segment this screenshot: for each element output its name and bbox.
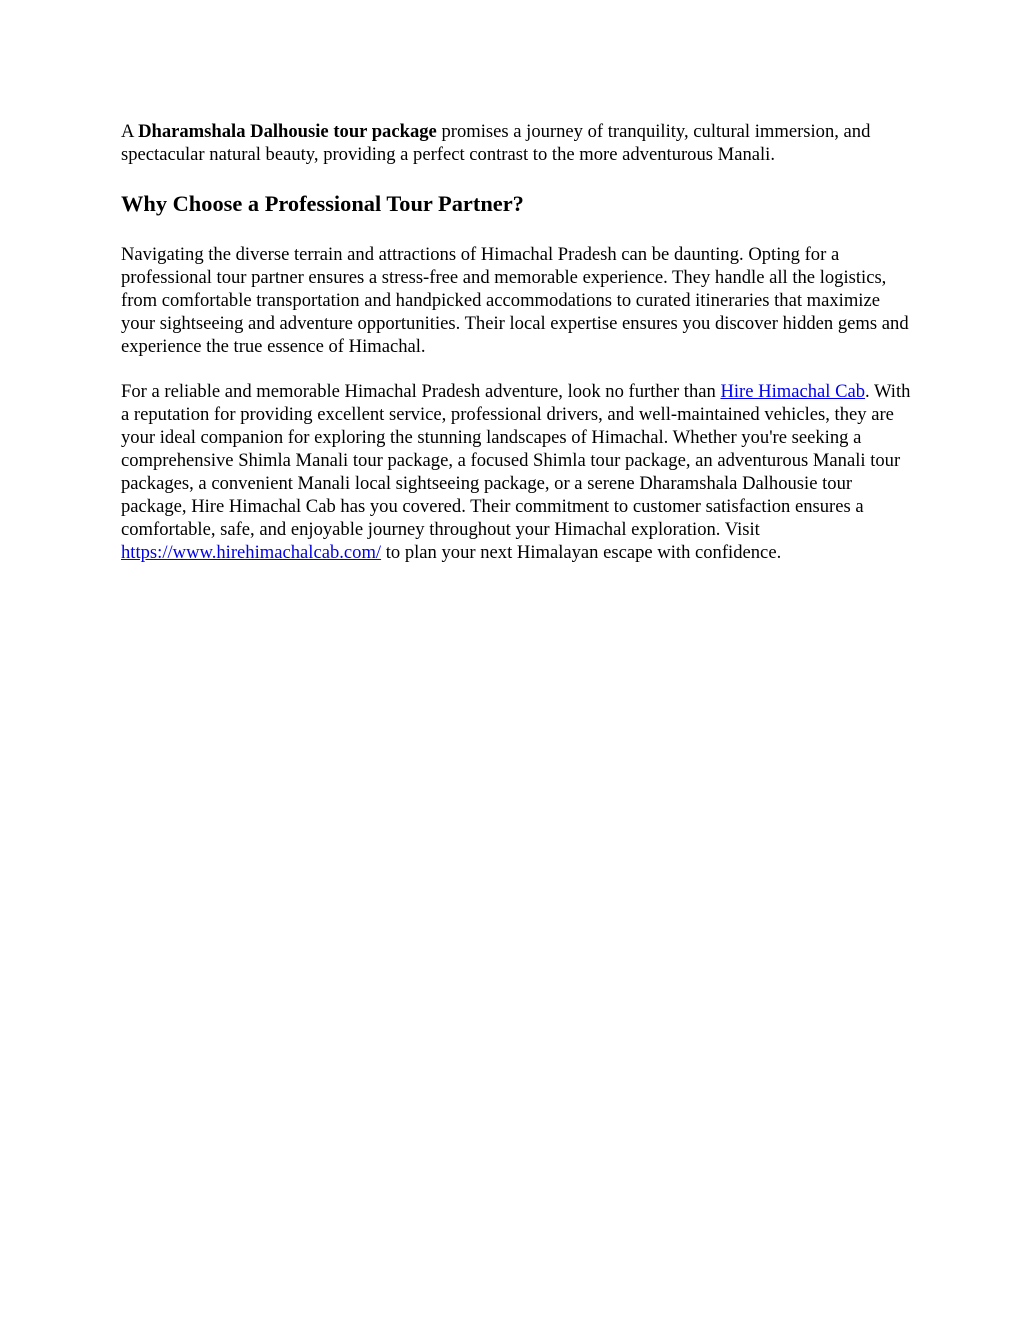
paragraph-2-text-end: to plan your next Himalayan escape with confidence. — [381, 542, 782, 563]
document-page — [121, 120, 911, 564]
intro-paragraph — [121, 120, 911, 166]
website-url-link[interactable]: https://www.hirehimachalcab.com/ — [121, 542, 382, 563]
intro-prefix: A — [121, 121, 139, 142]
hire-himachal-cab-link[interactable]: Hire Himachal Cab — [720, 381, 866, 402]
intro-rest: promises a journey of tranquility, cultural immersion, and spectacular natural beauty, providing a perfect contrast to the more adventurous Manali. — [121, 121, 871, 165]
intro-bold-phrase: Dharamshala Dalhousie tour package — [138, 121, 437, 142]
paragraph-2-text-middle: . With a reputation for providing excellent service, professional drivers, and well-maintained vehicles, they are your ideal companion for exploring the stunning landscapes of Himachal. Whether you're seeking a comprehensive Shimla Manali tour package, a focused Shimla tour package, an adventurous Manali tour packages, a convenient Manali local sightseeing package, or a serene Dharamshala Dalhousie tour package, Hire Himachal Cab has you covered. Their commitment to customer satisfaction ensures a comfortable, safe, and enjoyable journey throughout your Himachal exploration. Visit — [121, 381, 911, 540]
section-paragraph-2 — [121, 380, 911, 564]
section-heading: Why Choose a Professional Tour Partner? — [121, 191, 524, 216]
paragraph-2-text-before-link: For a reliable and memorable Himachal Pradesh adventure, look no further than — [121, 381, 721, 402]
section-paragraph-1: Navigating the diverse terrain and attractions of Himachal Pradesh can be daunting. Opting for a professional tour partner ensures a stress-free and memorable experience. They handle all the logistics, from comfortable transportation and handpicked accommodations to curated itineraries that maximize your sightseeing and adventure opportunities. Their local expertise ensures you discover hidden gems and experience the true essence of Himachal. — [121, 244, 909, 357]
